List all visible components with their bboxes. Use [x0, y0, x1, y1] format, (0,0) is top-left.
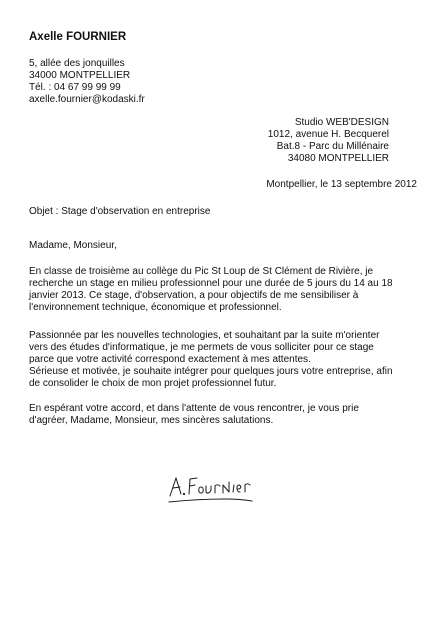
- body-paragraph-2: [29, 330, 421, 390]
- sender-city-line: 34000 MONTPELLIER: [29, 70, 131, 81]
- sender-email-line: axelle.fournier@kodaski.fr: [29, 94, 145, 105]
- recipient-street: 1012, avenue H. Becquerel: [267, 129, 389, 140]
- paragraph-line: En espérant votre accord, et dans l'attente de vous rencontrer, je vous prie: [29, 403, 359, 414]
- letter-salutation: Madame, Monsieur,: [29, 240, 117, 251]
- letter-date: Montpellier, le 13 septembre 2012: [266, 179, 417, 190]
- paragraph-line: l'environnement technique, économique et professionnel.: [29, 302, 282, 313]
- body-paragraph-3: [29, 403, 421, 427]
- paragraph-line: En classe de troisième au collège du Pic St Loup de St Clément de Rivière, je: [29, 266, 374, 277]
- paragraph-line: parce que votre activité correspond exactement à mes attentes.: [29, 354, 311, 365]
- sender-address-line: 5, allée des jonquilles: [29, 58, 125, 69]
- paragraph-line: de consolider le choix de mon projet professionnel futur.: [29, 378, 277, 389]
- recipient-company: Studio WEB'DESIGN: [294, 117, 389, 128]
- paragraph-line: recherche un stage en milieu professionnel pour une durée de 5 jours du 14 au 18: [29, 278, 393, 289]
- sender-phone-line: Tél. : 04 67 99 99 99: [29, 82, 121, 93]
- handwritten-signature: [168, 470, 278, 510]
- body-paragraph-1: [29, 266, 421, 314]
- paragraph-line: vers des études d'informatique, je me permets de vous solliciter pour ce stage: [29, 342, 374, 353]
- paragraph-line: Passionnée par les nouvelles technologies, et souhaitant par la suite m'orienter: [29, 330, 380, 341]
- paragraph-line: Sérieuse et motivée, je souhaite intégrer pour quelques jours votre entreprise, afin: [29, 366, 393, 377]
- paragraph-line: d'agréer, Madame, Monsieur, mes sincères salutations.: [29, 415, 274, 426]
- recipient-building: Bat.8 - Parc du Millénaire: [276, 141, 389, 152]
- letter-subject: Objet : Stage d'observation en entreprise: [29, 206, 211, 217]
- paragraph-line: janvier 2013. Ce stage, d'observation, a pour objectifs de me sensibiliser à: [29, 290, 359, 301]
- sender-name: Axelle FOURNIER: [29, 31, 127, 43]
- recipient-city: 34080 MONTPELLIER: [287, 153, 389, 164]
